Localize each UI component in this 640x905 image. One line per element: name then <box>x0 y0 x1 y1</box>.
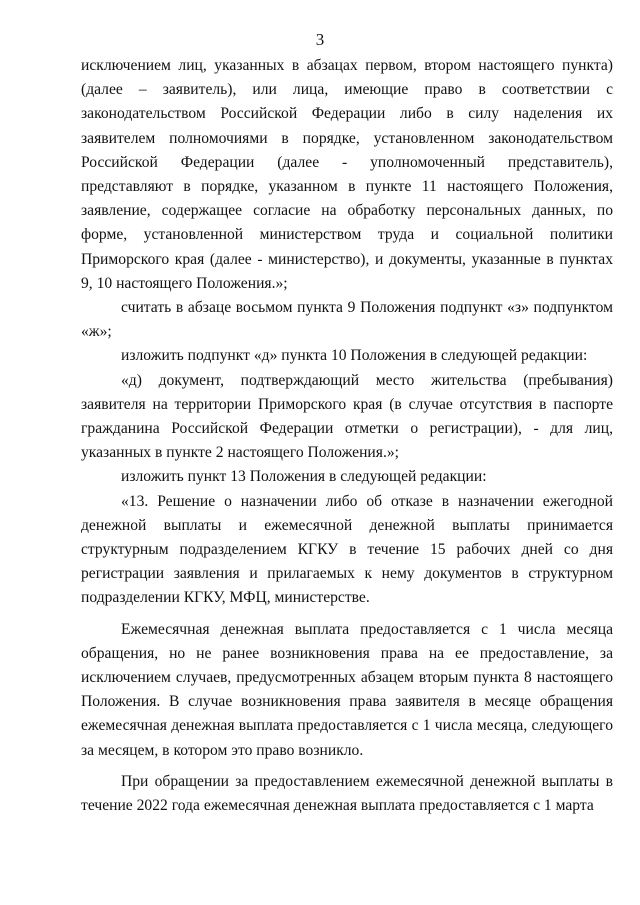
paragraph-subpoint-d: «д) документ, подтверждающий место жительства (пребывания) заявителя на территории Приморского края (в случае отсутствия в паспорте гражданина Российской Федерации отметки о регистрации), - для лиц, указанных в пункте 2 настоящего Положения.»; <box>81 371 613 462</box>
paragraph-monthly-payment: Ежемесячная денежная выплата предоставляется с 1 числа месяца обращения, но не ранее возникновения права на ее предоставление, за исключением случаев, предусмотренных абзацем вторым пункта 8 настоящего Положения. В случае возникновения права заявителя в месяце обращения ежемесячная денежная выплата предоставляется с 1 числа месяца, следующего за месяцем, в котором это право возникло. <box>81 620 613 759</box>
paragraph-amendment-intro-13: изложить пункт 13 Положения в следующей редакции: <box>121 468 487 486</box>
paragraph-2022-payment: При обращении за предоставлением ежемесячной денежной выплаты в течение 2022 года ежемесячная денежная выплата предоставляется с 1 марта <box>81 772 613 815</box>
paragraph-point-13: «13. Решение о назначении либо об отказе в назначении ежегодной денежной выплаты и ежемесячной денежной выплаты принимается структурным подразделением КГКУ в течение 15 рабочих дней со дня регистрации заявления и прилагаемых к нему документов в структурном подразделении КГКУ, МФЦ, министерстве. <box>81 492 613 607</box>
page-number: 3 <box>315 30 325 49</box>
document-body <box>81 54 613 818</box>
paragraph-continuation: исключением лиц, указанных в абзацах первом, втором настоящего пункта) (далее – заявитель), или лица, имеющие право в соответствии с законодательством Российской Федерации либо в силу наделения их заявителем полномочиями в порядке, установленном законодательством Российской Федерации (далее - уполномоченный представитель), представляют в порядке, указанном в пункте 11 настоящего Положения, заявление, содержащее согласие на обработку персональных данных, по форме, установленной министерством труда и социальной политики Приморского края (далее - министерство), и документы, указанные в пунктах 9, 10 настоящего Положения.»; <box>81 57 613 292</box>
paragraph-amendment-intro-10: изложить подпункт «д» пункта 10 Положения в следующей редакции: <box>121 347 588 365</box>
paragraph-amendment-renumber: считать в абзаце восьмом пункта 9 Положения подпункт «з» подпунктом «ж»; <box>81 299 613 341</box>
